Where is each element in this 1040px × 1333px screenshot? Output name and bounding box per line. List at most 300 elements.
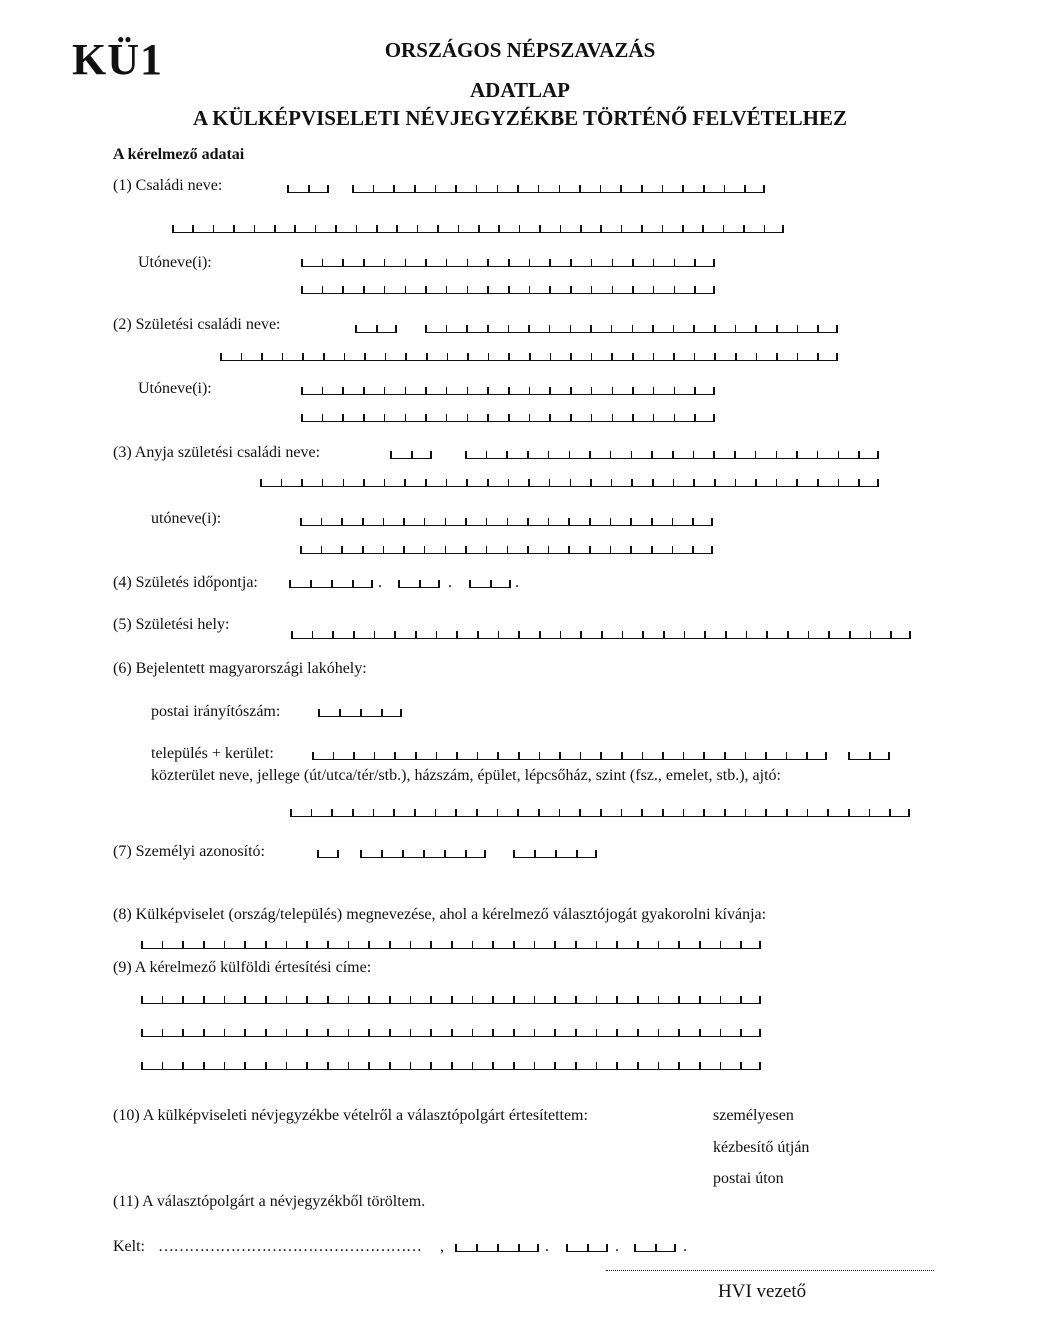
box-tick bbox=[764, 225, 766, 232]
box-tick bbox=[682, 185, 684, 192]
box-tick bbox=[289, 580, 291, 587]
box-tick bbox=[570, 353, 572, 360]
box-tick bbox=[658, 1029, 660, 1036]
box-tick bbox=[724, 752, 726, 759]
box-tick bbox=[674, 1244, 676, 1251]
box-tick bbox=[610, 546, 612, 553]
box-tick bbox=[909, 631, 911, 638]
mission-boxes[interactable] bbox=[141, 940, 761, 949]
foreign-address-boxes-3[interactable] bbox=[141, 1061, 761, 1070]
box-tick bbox=[724, 185, 726, 192]
box-tick bbox=[508, 259, 510, 266]
birth-place-boxes[interactable] bbox=[291, 630, 911, 639]
box-tick bbox=[714, 325, 716, 332]
box-tick bbox=[281, 479, 283, 486]
box-tick bbox=[766, 631, 768, 638]
box-tick bbox=[426, 353, 428, 360]
label-address: (6) Bejelentett magyarországi lakóhely: bbox=[113, 660, 367, 677]
birth-month-boxes[interactable] bbox=[398, 579, 440, 588]
mother-family-boxes-line2[interactable] bbox=[260, 478, 879, 487]
box-tick bbox=[435, 809, 437, 816]
box-tick bbox=[554, 941, 556, 948]
box-tick bbox=[467, 414, 469, 421]
box-tick bbox=[383, 546, 385, 553]
box-tick bbox=[518, 752, 520, 759]
box-tick bbox=[260, 479, 262, 486]
box-tick bbox=[311, 809, 313, 816]
box-tick bbox=[342, 387, 344, 394]
box-tick bbox=[808, 631, 810, 638]
box-tick bbox=[446, 286, 448, 293]
box-tick bbox=[765, 752, 767, 759]
box-tick bbox=[286, 1062, 288, 1069]
box-tick bbox=[456, 752, 458, 759]
box-tick bbox=[472, 1062, 474, 1069]
box-tick bbox=[353, 752, 355, 759]
given-names-boxes-1a[interactable] bbox=[301, 258, 715, 267]
birth-year-boxes[interactable] bbox=[289, 579, 373, 588]
box-tick bbox=[560, 631, 562, 638]
box-tick bbox=[374, 631, 376, 638]
box-tick bbox=[637, 941, 639, 948]
box-tick bbox=[203, 1062, 205, 1069]
box-tick bbox=[579, 185, 581, 192]
box-tick bbox=[348, 1062, 350, 1069]
box-tick bbox=[423, 850, 425, 857]
box-tick bbox=[637, 996, 639, 1003]
box-tick bbox=[364, 353, 366, 360]
box-tick bbox=[713, 451, 715, 458]
box-tick bbox=[616, 1062, 618, 1069]
box-tick bbox=[478, 225, 480, 232]
box-tick bbox=[579, 809, 581, 816]
box-tick bbox=[796, 479, 798, 486]
box-tick bbox=[182, 1062, 184, 1069]
kelt-year-boxes[interactable] bbox=[455, 1243, 539, 1252]
box-tick bbox=[322, 387, 324, 394]
box-tick bbox=[389, 941, 391, 948]
box-tick bbox=[678, 1029, 680, 1036]
box-tick bbox=[711, 546, 713, 553]
box-tick bbox=[746, 631, 748, 638]
label-birth-date: (4) Születés időpontja: bbox=[113, 574, 258, 591]
box-tick bbox=[360, 850, 362, 857]
box-tick bbox=[513, 941, 515, 948]
box-tick bbox=[528, 325, 530, 332]
box-tick bbox=[699, 996, 701, 1003]
box-tick bbox=[673, 353, 675, 360]
box-tick bbox=[786, 809, 788, 816]
box-tick bbox=[368, 941, 370, 948]
box-tick bbox=[455, 1244, 457, 1251]
box-tick bbox=[848, 809, 850, 816]
family-name-boxes[interactable] bbox=[352, 184, 765, 193]
box-tick bbox=[651, 451, 653, 458]
box-tick bbox=[446, 479, 448, 486]
box-tick bbox=[384, 387, 386, 394]
box-tick bbox=[528, 479, 530, 486]
box-tick bbox=[374, 752, 376, 759]
birth-family-boxes-line2[interactable] bbox=[220, 352, 838, 361]
box-tick bbox=[508, 387, 510, 394]
box-tick bbox=[621, 752, 623, 759]
mother-family-boxes[interactable] bbox=[465, 450, 879, 459]
box-tick bbox=[724, 809, 726, 816]
notify-option-courier[interactable]: kézbesítő útján bbox=[713, 1139, 810, 1156]
box-tick bbox=[371, 580, 373, 587]
box-tick bbox=[162, 1029, 164, 1036]
box-tick bbox=[342, 414, 344, 421]
box-tick bbox=[570, 479, 572, 486]
box-tick bbox=[322, 479, 324, 486]
box-tick bbox=[488, 353, 490, 360]
box-tick bbox=[776, 479, 778, 486]
box-tick bbox=[548, 451, 550, 458]
box-tick bbox=[224, 1062, 226, 1069]
box-tick bbox=[590, 325, 592, 332]
box-tick bbox=[390, 451, 392, 458]
box-tick bbox=[389, 1029, 391, 1036]
box-tick bbox=[353, 631, 355, 638]
box-tick bbox=[327, 185, 329, 192]
box-tick bbox=[465, 850, 467, 857]
box-tick bbox=[631, 479, 633, 486]
box-tick bbox=[580, 631, 582, 638]
family-name-boxes-line2[interactable] bbox=[172, 224, 784, 233]
box-tick bbox=[713, 387, 715, 394]
box-tick bbox=[720, 1062, 722, 1069]
form-code: KÜ1 bbox=[72, 35, 163, 84]
box-tick bbox=[472, 941, 474, 948]
box-tick bbox=[172, 225, 174, 232]
box-tick bbox=[411, 451, 413, 458]
kelt-place-dots[interactable]: …………………………………………… bbox=[158, 1238, 422, 1255]
box-tick bbox=[674, 387, 676, 394]
box-tick bbox=[908, 809, 910, 816]
box-tick bbox=[497, 185, 499, 192]
box-tick bbox=[662, 752, 664, 759]
date-separator: . bbox=[378, 574, 382, 591]
box-tick bbox=[720, 941, 722, 948]
notify-option-post[interactable]: postai úton bbox=[713, 1170, 784, 1187]
box-tick bbox=[487, 414, 489, 421]
box-tick bbox=[662, 225, 664, 232]
box-tick bbox=[393, 185, 395, 192]
box-tick bbox=[682, 225, 684, 232]
box-tick bbox=[655, 1244, 657, 1251]
box-tick bbox=[312, 631, 314, 638]
box-tick bbox=[817, 451, 819, 458]
box-tick bbox=[465, 546, 467, 553]
box-tick bbox=[755, 479, 757, 486]
box-tick bbox=[740, 941, 742, 948]
box-tick bbox=[612, 414, 614, 421]
box-tick bbox=[513, 1062, 515, 1069]
box-tick bbox=[663, 631, 665, 638]
box-tick bbox=[466, 479, 468, 486]
box-tick bbox=[342, 259, 344, 266]
box-tick bbox=[570, 259, 572, 266]
date-separator: . bbox=[545, 1238, 549, 1255]
birth-day-boxes[interactable] bbox=[469, 579, 511, 588]
box-tick bbox=[492, 996, 494, 1003]
box-tick bbox=[740, 996, 742, 1003]
box-tick bbox=[694, 286, 696, 293]
box-tick bbox=[224, 1029, 226, 1036]
box-tick bbox=[653, 387, 655, 394]
mother-given-boxes-b[interactable] bbox=[300, 545, 713, 554]
box-tick bbox=[405, 259, 407, 266]
box-tick bbox=[651, 518, 653, 525]
box-tick bbox=[261, 353, 263, 360]
kelt-day-boxes[interactable] bbox=[634, 1243, 676, 1252]
box-tick bbox=[653, 286, 655, 293]
box-tick bbox=[651, 546, 653, 553]
box-tick bbox=[290, 809, 292, 816]
box-tick bbox=[162, 996, 164, 1003]
box-tick bbox=[322, 259, 324, 266]
box-tick bbox=[658, 996, 660, 1003]
box-tick bbox=[373, 185, 375, 192]
box-tick bbox=[203, 996, 205, 1003]
box-tick bbox=[368, 1062, 370, 1069]
box-tick bbox=[527, 518, 529, 525]
given-names-boxes-1b[interactable] bbox=[301, 285, 715, 294]
family-name-prefix-boxes[interactable] bbox=[287, 184, 329, 193]
box-tick bbox=[684, 631, 686, 638]
box-tick bbox=[497, 1244, 499, 1251]
box-tick bbox=[381, 709, 383, 716]
box-tick bbox=[430, 451, 432, 458]
box-tick bbox=[674, 286, 676, 293]
box-tick bbox=[529, 387, 531, 394]
box-tick bbox=[467, 259, 469, 266]
box-tick bbox=[600, 225, 602, 232]
foreign-address-boxes-1[interactable] bbox=[141, 995, 761, 1004]
box-tick bbox=[611, 325, 613, 332]
box-tick bbox=[162, 941, 164, 948]
box-tick bbox=[735, 325, 737, 332]
box-tick bbox=[301, 286, 303, 293]
mother-family-prefix-boxes[interactable] bbox=[390, 450, 432, 459]
section-heading: A kérelmező adatai bbox=[113, 146, 245, 163]
box-tick bbox=[601, 631, 603, 638]
box-tick bbox=[743, 225, 745, 232]
box-tick bbox=[570, 325, 572, 332]
box-tick bbox=[327, 1062, 329, 1069]
district-boxes[interactable] bbox=[848, 751, 890, 760]
foreign-address-boxes-2[interactable] bbox=[141, 1028, 761, 1037]
box-tick bbox=[192, 225, 194, 232]
box-tick bbox=[403, 546, 405, 553]
box-tick bbox=[507, 546, 509, 553]
box-tick bbox=[389, 996, 391, 1003]
box-tick bbox=[508, 325, 510, 332]
box-tick bbox=[683, 809, 685, 816]
box-tick bbox=[498, 225, 500, 232]
box-tick bbox=[318, 709, 320, 716]
box-tick bbox=[694, 387, 696, 394]
birth-family-prefix-boxes[interactable] bbox=[355, 324, 397, 333]
box-tick bbox=[233, 225, 235, 232]
box-tick bbox=[492, 1062, 494, 1069]
label-settlement: település + kerület: bbox=[151, 745, 274, 762]
box-tick bbox=[595, 850, 597, 857]
box-tick bbox=[575, 1062, 577, 1069]
box-tick bbox=[713, 259, 715, 266]
box-tick bbox=[472, 996, 474, 1003]
box-tick bbox=[568, 546, 570, 553]
personal-id-boxes-3[interactable] bbox=[513, 849, 597, 858]
box-tick bbox=[467, 286, 469, 293]
box-tick bbox=[435, 185, 437, 192]
box-tick bbox=[331, 580, 333, 587]
box-tick bbox=[632, 286, 634, 293]
box-tick bbox=[244, 1062, 246, 1069]
box-tick bbox=[797, 353, 799, 360]
box-tick bbox=[600, 185, 602, 192]
box-tick bbox=[182, 996, 184, 1003]
settlement-boxes[interactable] bbox=[312, 751, 827, 760]
box-tick bbox=[662, 185, 664, 192]
postal-code-boxes[interactable] bbox=[318, 708, 402, 717]
label-personal-id: (7) Személyi azonosító: bbox=[113, 843, 265, 860]
box-tick bbox=[308, 185, 310, 192]
box-tick bbox=[141, 1062, 143, 1069]
box-tick bbox=[616, 996, 618, 1003]
title-subtitle: A KÜLKÉPVISELETI NÉVJEGYZÉKBE TÖRTÉNŐ FELVÉTELHEZ bbox=[193, 106, 847, 130]
box-tick bbox=[735, 479, 737, 486]
box-tick bbox=[396, 225, 398, 232]
box-tick bbox=[446, 387, 448, 394]
mother-given-boxes-a[interactable] bbox=[300, 517, 713, 526]
box-tick bbox=[673, 325, 675, 332]
box-tick bbox=[224, 941, 226, 948]
box-tick bbox=[301, 387, 303, 394]
box-tick bbox=[600, 752, 602, 759]
box-tick bbox=[596, 996, 598, 1003]
box-tick bbox=[539, 752, 541, 759]
box-tick bbox=[362, 518, 364, 525]
box-tick bbox=[444, 850, 446, 857]
box-tick bbox=[786, 752, 788, 759]
box-tick bbox=[745, 752, 747, 759]
signature-line[interactable] bbox=[606, 1270, 934, 1271]
box-tick bbox=[402, 850, 404, 857]
box-tick bbox=[337, 850, 339, 857]
box-tick bbox=[348, 1029, 350, 1036]
box-tick bbox=[838, 479, 840, 486]
box-tick bbox=[755, 451, 757, 458]
box-tick bbox=[575, 996, 577, 1003]
box-tick bbox=[634, 1244, 636, 1251]
box-tick bbox=[425, 259, 427, 266]
box-tick bbox=[497, 752, 499, 759]
box-tick bbox=[477, 752, 479, 759]
box-tick bbox=[400, 709, 402, 716]
box-tick bbox=[300, 518, 302, 525]
box-tick bbox=[332, 631, 334, 638]
box-tick bbox=[713, 286, 715, 293]
given-names-boxes-2a[interactable] bbox=[301, 386, 715, 395]
personal-id-boxes-1[interactable] bbox=[317, 849, 339, 858]
birth-family-boxes[interactable] bbox=[425, 324, 838, 333]
box-tick bbox=[363, 259, 365, 266]
box-tick bbox=[610, 451, 612, 458]
date-separator: . bbox=[515, 574, 519, 591]
box-tick bbox=[632, 387, 634, 394]
box-tick bbox=[534, 941, 536, 948]
box-tick bbox=[335, 225, 337, 232]
kelt-month-boxes[interactable] bbox=[566, 1243, 608, 1252]
box-tick bbox=[692, 546, 694, 553]
box-tick bbox=[451, 1062, 453, 1069]
box-tick bbox=[549, 286, 551, 293]
box-tick bbox=[548, 518, 550, 525]
box-tick bbox=[519, 225, 521, 232]
box-tick bbox=[162, 1062, 164, 1069]
box-tick bbox=[430, 996, 432, 1003]
box-tick bbox=[518, 1244, 520, 1251]
box-tick bbox=[632, 325, 634, 332]
box-tick bbox=[632, 353, 634, 360]
box-tick bbox=[589, 546, 591, 553]
box-tick bbox=[517, 809, 519, 816]
box-tick bbox=[596, 941, 598, 948]
box-tick bbox=[424, 518, 426, 525]
box-tick bbox=[446, 325, 448, 332]
box-tick bbox=[321, 518, 323, 525]
box-tick bbox=[445, 546, 447, 553]
box-tick bbox=[858, 479, 860, 486]
box-tick bbox=[740, 1062, 742, 1069]
box-tick bbox=[683, 752, 685, 759]
personal-id-boxes-2[interactable] bbox=[360, 849, 486, 858]
box-tick bbox=[385, 353, 387, 360]
box-tick bbox=[203, 1029, 205, 1036]
box-tick bbox=[534, 1062, 536, 1069]
box-tick bbox=[486, 546, 488, 553]
notify-option-personal[interactable]: személyesen bbox=[713, 1107, 794, 1124]
given-names-boxes-2b[interactable] bbox=[301, 413, 715, 422]
box-tick bbox=[327, 996, 329, 1003]
street-boxes[interactable] bbox=[290, 808, 910, 817]
label-family-name: (1) Családi neve: bbox=[113, 177, 223, 194]
box-tick bbox=[797, 325, 799, 332]
box-tick bbox=[630, 546, 632, 553]
box-tick bbox=[612, 259, 614, 266]
box-tick bbox=[368, 996, 370, 1003]
box-tick bbox=[600, 809, 602, 816]
box-tick bbox=[714, 353, 716, 360]
box-tick bbox=[507, 518, 509, 525]
box-tick bbox=[539, 225, 541, 232]
box-tick bbox=[484, 850, 486, 857]
box-tick bbox=[554, 996, 556, 1003]
box-tick bbox=[554, 1029, 556, 1036]
box-tick bbox=[642, 631, 644, 638]
box-tick bbox=[575, 941, 577, 948]
box-tick bbox=[529, 259, 531, 266]
box-tick bbox=[415, 752, 417, 759]
box-tick bbox=[182, 1029, 184, 1036]
box-tick bbox=[534, 1029, 536, 1036]
box-tick bbox=[702, 225, 704, 232]
box-tick bbox=[566, 1244, 568, 1251]
box-tick bbox=[455, 185, 457, 192]
box-tick bbox=[580, 225, 582, 232]
box-tick bbox=[274, 225, 276, 232]
